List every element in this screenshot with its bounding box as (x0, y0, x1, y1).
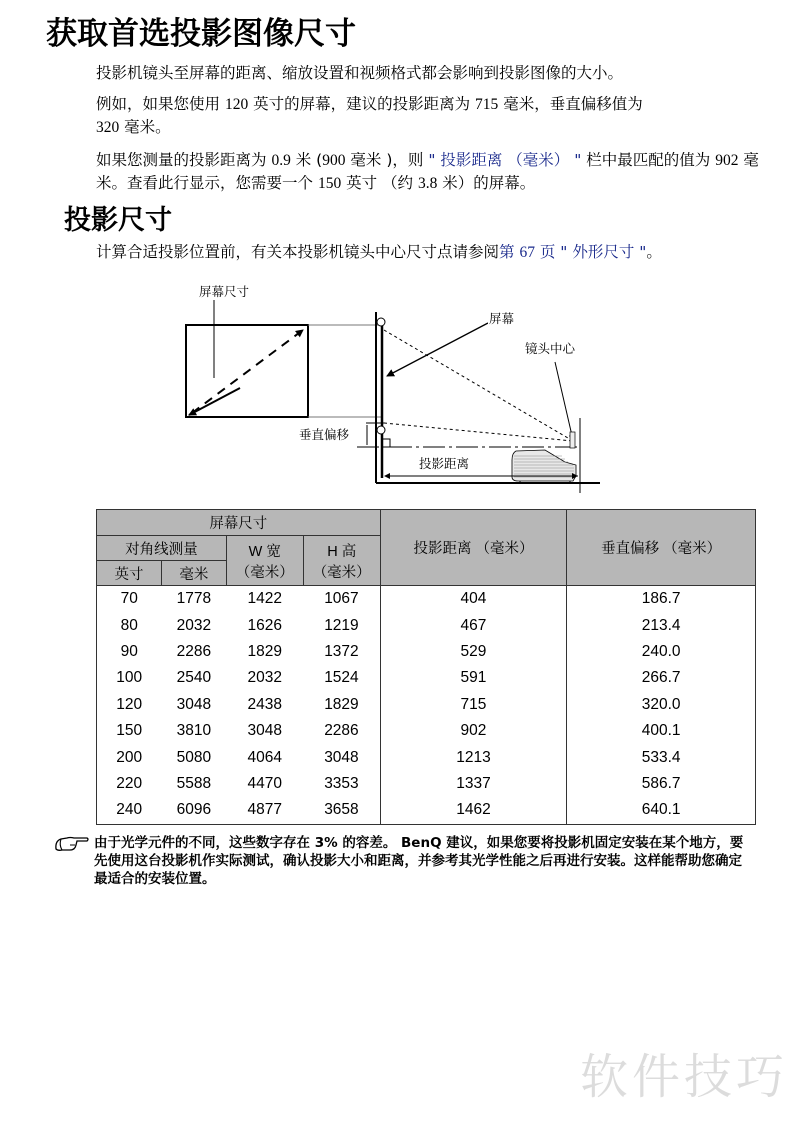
header-height (303, 536, 380, 586)
cell-vertical-offset: 586.7 (567, 771, 756, 797)
cell-diag-mm: 2286 (176, 642, 212, 660)
section-title: 投影尺寸 (64, 205, 172, 236)
projection-size-table (96, 509, 756, 825)
cell-diag-inch: 240 (97, 797, 162, 824)
projection-diagram-svg (170, 278, 600, 498)
number: 900 (322, 152, 346, 169)
number: 150 (317, 175, 342, 192)
cell-width-mm: 2438 (247, 695, 283, 713)
number: 3.8 (417, 175, 438, 192)
table-row (97, 744, 756, 770)
header-height-unit: （毫米） (312, 564, 371, 581)
text: 毫米 )，则 (345, 151, 429, 169)
table-row (97, 612, 756, 638)
text: 例如，如果您使用 (96, 95, 225, 113)
text: 如果您测量的投影距离为 (96, 151, 272, 169)
cell-vertical-offset: 213.4 (567, 612, 756, 638)
number: 0.9 (271, 152, 291, 169)
projection-diagram (170, 278, 600, 498)
cell-width-mm: 1422 (247, 590, 283, 608)
header-screen-size: 屏幕尺寸 (97, 510, 381, 536)
cell-projection-distance: 591 (380, 665, 567, 691)
cell-projection-distance: 715 (380, 692, 567, 718)
lens-center-label: 镜头中心 (525, 341, 576, 356)
cell-diag-inch: 120 (116, 695, 143, 713)
cell-height-mm: 3658 (303, 797, 380, 824)
header-width-label: W 宽 (248, 543, 281, 560)
link-text[interactable]: 第 (499, 243, 520, 261)
tolerance-note: 由于光学元件的不同，这些数字存在 3% 的容差。 BenQ 建议，如果您要将投影机固定安装在某个地方，要先使用这台投影机作实际测试，确认投影大小和距离，并参考其光学性能之后再进行安装。这样能帮助您确定最适合的安装位置。 (94, 835, 744, 887)
header-projection-distance: 投影距离 （毫米） (380, 510, 567, 586)
cell-height-mm: 1219 (324, 616, 359, 634)
section-paragraph (96, 241, 766, 264)
cell-width-mm: 4470 (247, 774, 283, 792)
cell-vertical-offset: 533.4 (567, 744, 756, 770)
text: 米）的屏幕。 (437, 174, 536, 192)
projection-ray-bottom (384, 423, 573, 441)
number: 320 (96, 119, 120, 136)
cell-diag-mm: 2032 (176, 616, 212, 634)
cell-diag-mm: 1778 (176, 590, 212, 608)
screen-size-label: 屏幕尺寸 (199, 284, 250, 299)
cell-width-mm: 4877 (226, 797, 303, 824)
cell-diag-mm: 2540 (176, 669, 212, 687)
intro-paragraph-2 (96, 93, 766, 139)
table-row (97, 718, 756, 744)
text: 英寸 （约 (341, 174, 418, 192)
table-row (97, 665, 756, 691)
cell-diag-inch: 90 (120, 642, 138, 660)
cell-diag-mm: 3048 (176, 695, 212, 713)
cell-width-mm: 3048 (247, 722, 283, 740)
screen-label: 屏幕 (489, 311, 515, 326)
cell-vertical-offset: 240.0 (567, 639, 756, 665)
number: 902 (715, 152, 739, 169)
cell-width-mm: 1626 (247, 616, 283, 634)
cell-projection-distance: 529 (380, 639, 567, 665)
screen-top-point (377, 318, 385, 326)
cell-height-mm: 1067 (324, 590, 359, 608)
cell-diag-inch: 200 (116, 748, 143, 766)
pointing-hand-icon (54, 835, 92, 853)
cell-height-mm: 2286 (324, 722, 359, 740)
text: 毫米，垂直偏移值为 (498, 95, 643, 113)
column-reference-link[interactable]: " 投影距离 （毫米） " (428, 151, 582, 169)
text: 米 ( (290, 151, 323, 169)
page-title: 获取首选投影图像尺寸 (46, 16, 356, 52)
cell-projection-distance: 1462 (380, 797, 567, 824)
table-row (97, 586, 756, 613)
diagonal-arrow-lower (189, 388, 240, 415)
number: 715 (475, 96, 499, 113)
text: 。 (646, 243, 662, 261)
cell-projection-distance: 902 (380, 718, 567, 744)
table-row (97, 797, 756, 824)
cell-width-mm: 4064 (247, 748, 283, 766)
header-inch: 英寸 (97, 561, 162, 586)
header-diagonal: 对角线测量 (97, 536, 227, 561)
cell-vertical-offset: 266.7 (567, 665, 756, 691)
screen-pointer (387, 323, 488, 376)
header-height-label: H 高 (327, 543, 357, 560)
table-body (97, 586, 756, 825)
cell-vertical-offset: 640.1 (567, 797, 756, 824)
cell-height-mm: 1372 (324, 642, 359, 660)
cell-diag-mm: 5080 (176, 748, 212, 766)
watermark: 软件技巧 (579, 1049, 788, 1105)
cell-vertical-offset: 186.7 (567, 586, 756, 613)
cell-projection-distance: 404 (380, 586, 567, 613)
cell-diag-inch: 100 (116, 669, 143, 687)
table-row (97, 771, 756, 797)
text: 计算合适投影位置前，有关本投影机镜头中心尺寸点请参阅 (96, 243, 500, 261)
cell-diag-mm: 3810 (176, 722, 212, 740)
cell-vertical-offset: 320.0 (567, 692, 756, 718)
cell-width-mm: 2032 (247, 669, 283, 687)
cell-height-mm: 3048 (324, 748, 359, 766)
link-page-number[interactable]: 67 (519, 244, 535, 261)
cell-diag-inch: 70 (120, 590, 138, 608)
dimensions-page-link[interactable] (499, 243, 646, 261)
link-text[interactable]: 页 " 外形尺寸 " (534, 243, 647, 261)
cell-projection-distance: 467 (380, 612, 567, 638)
cell-projection-distance: 1337 (380, 771, 567, 797)
text: 毫米。查看此行显示，您需要一个 (96, 151, 759, 192)
intro-paragraph-1 (96, 62, 766, 84)
vertical-offset-label: 垂直偏移 (299, 427, 350, 442)
cell-height-mm: 1524 (324, 669, 359, 687)
projector (512, 432, 576, 483)
header-width-unit: （毫米） (235, 564, 294, 581)
cell-diag-mm: 6096 (161, 797, 226, 824)
cell-diag-mm: 5588 (176, 774, 212, 792)
table-row (97, 639, 756, 665)
text: 栏中最匹配的值为 (581, 151, 716, 169)
table-header-row (97, 510, 756, 536)
cell-diag-inch: 150 (116, 722, 143, 740)
cell-height-mm: 3353 (324, 774, 359, 792)
number: 120 (224, 96, 249, 113)
lens-center-pointer (555, 362, 573, 440)
screen-bottom-point (377, 426, 385, 434)
cell-vertical-offset: 400.1 (567, 718, 756, 744)
diagonal-arrow (192, 330, 303, 413)
table-row (97, 692, 756, 718)
cell-projection-distance: 1213 (380, 744, 567, 770)
intro-text: 投影机镜头至屏幕的距离、缩放设置和视频格式都会影响到投影图像的大小。 (96, 64, 624, 82)
cell-diag-inch: 220 (116, 774, 143, 792)
text: 英寸的屏幕，建议的投影距离为 (248, 95, 476, 113)
cell-width-mm: 1829 (247, 642, 283, 660)
header-vertical-offset: 垂直偏移 （毫米） (567, 510, 756, 586)
header-width (226, 536, 303, 586)
projection-distance-label: 投影距离 (419, 456, 470, 471)
text: 毫米。 (119, 118, 171, 136)
cell-diag-inch: 80 (120, 616, 138, 634)
cell-height-mm: 1829 (324, 695, 359, 713)
intro-paragraph-3 (96, 149, 766, 195)
header-mm: 毫米 (161, 561, 226, 586)
